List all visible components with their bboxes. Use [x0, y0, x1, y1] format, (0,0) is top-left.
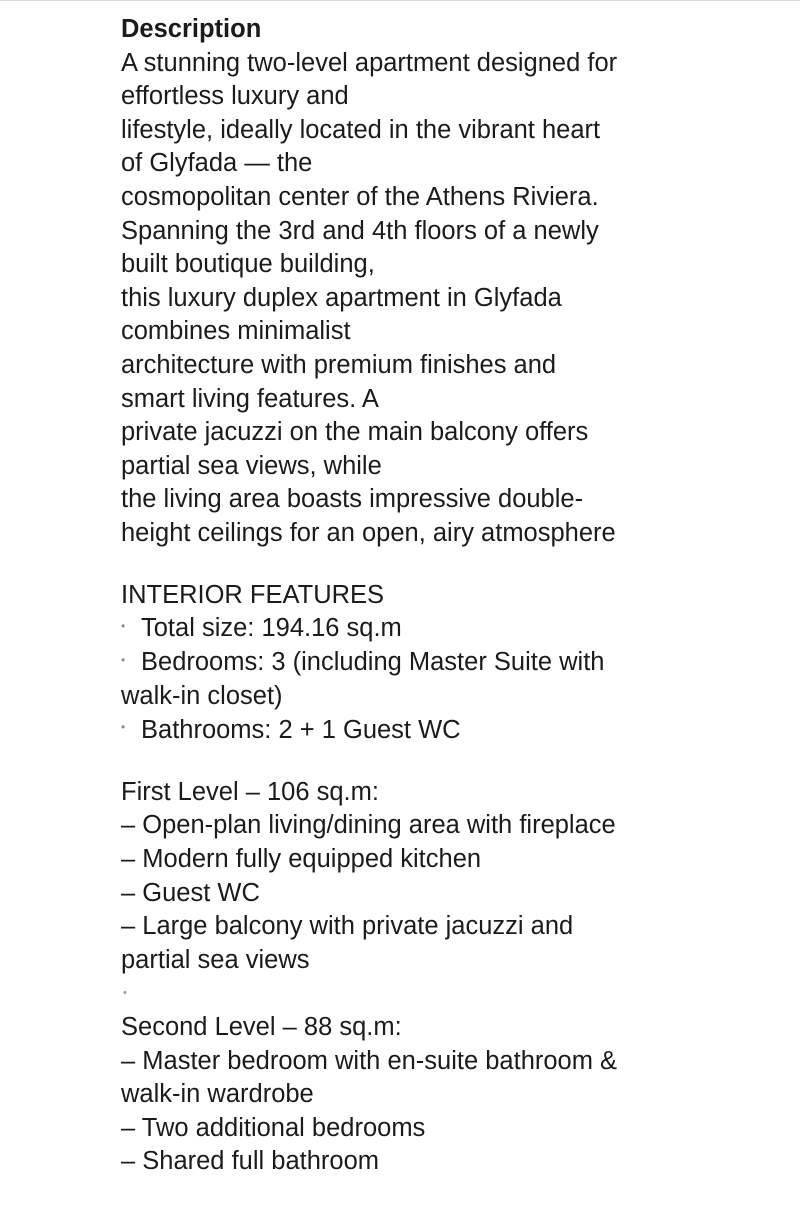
interior-feature-item [121, 714, 781, 748]
interior-feature-text: Bathrooms: 2 + 1 Guest WC [141, 715, 461, 744]
description-line: A stunning two-level apartment designed for [121, 48, 618, 77]
interior-features-heading: INTERIOR FEATURES [121, 580, 385, 609]
interior-feature-item [121, 646, 781, 680]
second-level-line: walk-in wardrobe [121, 1080, 314, 1109]
second-level-line: – Two additional bedrooms [121, 1113, 426, 1142]
second-level-heading: Second Level – 88 sq.m: [121, 1013, 402, 1042]
description-line: partial sea views, while [121, 451, 382, 480]
description-line: lifestyle, ideally located in the vibrant heart [121, 115, 601, 144]
listing-text [121, 13, 781, 1179]
description-line: Spanning the 3rd and 4th floors of a newly [121, 216, 599, 245]
description-line: this luxury duplex apartment in Glyfada [121, 283, 562, 312]
second-level-line: – Shared full bathroom [121, 1147, 379, 1176]
description-line: effortless luxury and [121, 82, 349, 111]
bullet-icon: • [121, 720, 126, 735]
second-level-line: – Master bedroom with en-suite bathroom & [121, 1046, 618, 1075]
first-level-heading: First Level – 106 sq.m: [121, 777, 379, 806]
first-level-line: – Large balcony with private jacuzzi and [121, 912, 574, 941]
first-level-line: partial sea views [121, 945, 310, 974]
bullet-icon: • [121, 618, 126, 633]
section-gap [121, 748, 781, 776]
description-line: architecture with premium finishes and [121, 350, 557, 379]
first-level-line: – Guest WC [121, 878, 260, 907]
top-divider [0, 0, 800, 1]
description-line: combines minimalist [121, 317, 351, 346]
description-heading: Description [121, 15, 262, 43]
interior-feature-continuation: walk-in closet) [121, 682, 283, 711]
first-level-line: – Modern fully equipped kitchen [121, 845, 482, 874]
section-gap [121, 551, 781, 579]
description-line: built boutique building, [121, 250, 375, 279]
description-line: cosmopolitan center of the Athens Riviera. [121, 182, 599, 211]
interior-feature-text: Total size: 194.16 sq.m [141, 614, 402, 643]
description-line: smart living features. A [121, 384, 379, 413]
description-line: height ceilings for an open, airy atmosphere [121, 518, 616, 547]
description-line: the living area boasts impressive double- [121, 485, 584, 514]
interior-feature-text: Bedrooms: 3 (including Master Suite with [141, 648, 605, 677]
first-level-line: – Open-plan living/dining area with fireplace [121, 811, 616, 840]
description-line: of Glyfada — the [121, 149, 313, 178]
bullet-icon: • [121, 652, 126, 667]
separator-dot: • [123, 987, 127, 1000]
description-line: private jacuzzi on the main balcony offers [121, 418, 589, 447]
interior-feature-item [121, 612, 781, 646]
